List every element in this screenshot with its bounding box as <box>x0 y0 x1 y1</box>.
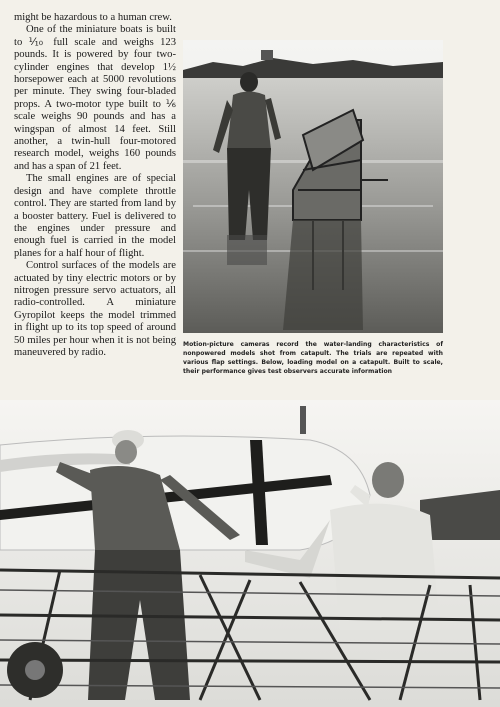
article-paragraph: Control surfaces of the models are actuated by tiny electric motors or by nitrogen pressure servo actuators, all radio-controlled. A miniature Gyropilot keeps the model trimmed in flight up to its top speed of around 50 miles per hour when it is not being maneuvered by radio. <box>14 260 176 358</box>
article-paragraph: The small engines are of special design and have complete throttle control. They are started from land by a booster battery. Fuel is delivered to the engines under pressure and enough fuel is carried in the model planes for a half hour of flight. <box>14 173 176 259</box>
photo-catapult-loading <box>0 400 500 707</box>
article-paragraph: might be hazardous to a human crew. <box>14 12 172 23</box>
photo-water-landing <box>183 40 443 333</box>
article-column <box>14 12 176 359</box>
photo-catapult-loading-image <box>0 400 500 707</box>
photo-water-landing-image <box>183 40 443 333</box>
article-paragraph: One of the miniature boats is built to ⅒ full scale and weighs 123 pounds. It is powered by four two-cylinder engines that develop 1½ horsepower each at 5000 revolutions per minute. They swing four-bladed props. A two-motor type built to ⅙ scale weighs 90 pounds and has a wingspan of almost 14 feet. Still another, a twin-hull four-motored research model, weighs 160 pounds and has a span of 21 feet. <box>14 24 176 172</box>
photo-caption: Motion-picture cameras record the water-landing characteristics of nonpowered models shot from catapult. The trials are repeated with various flap settings. Below, loading model on a catapult. Built to scale, their performance gives test observers accurate information <box>183 341 443 375</box>
